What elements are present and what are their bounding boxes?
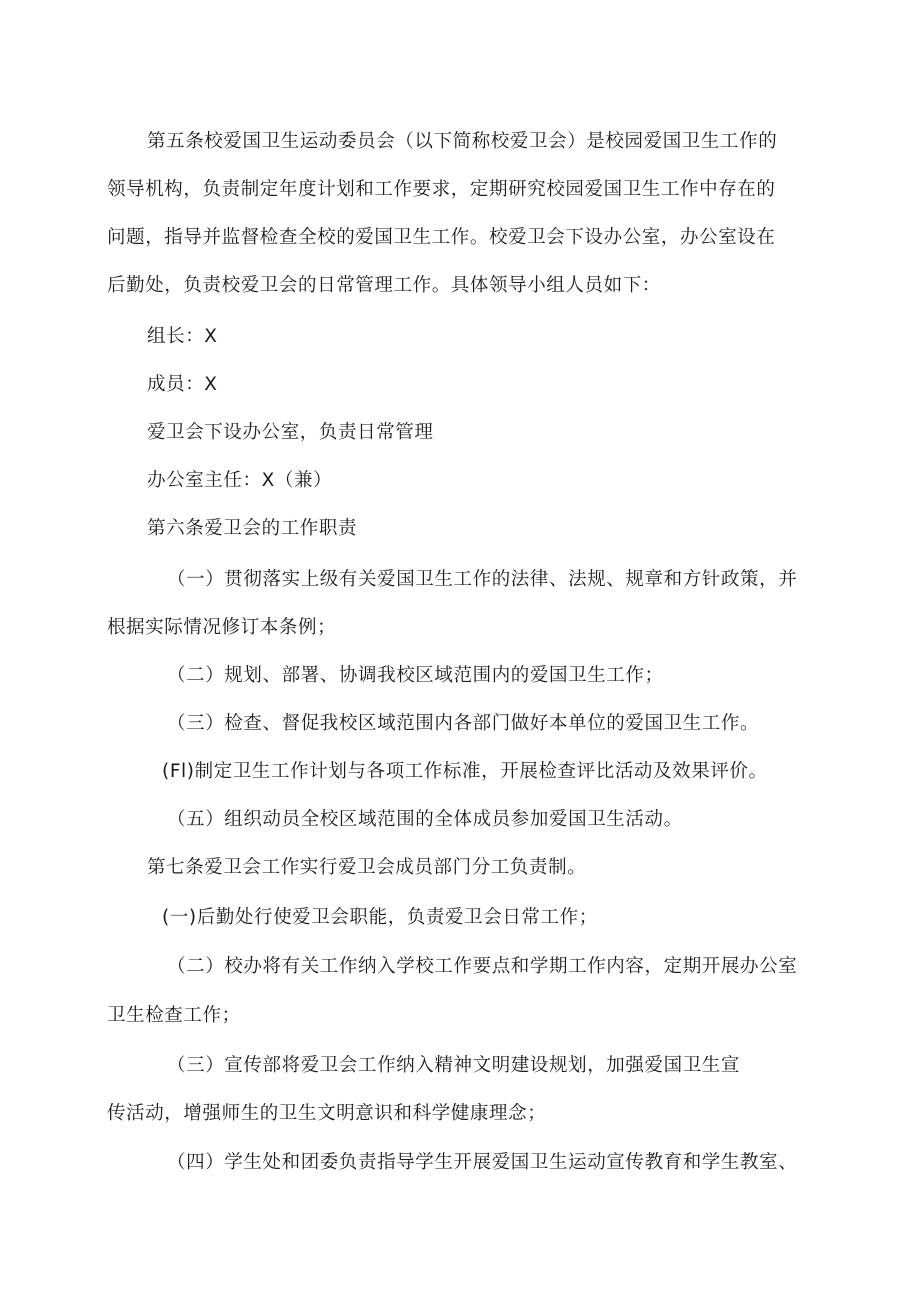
text-line: （一）贯彻落实上级有关爱国卫生工作的法律、法规、规章和方针政策，并 <box>167 569 798 590</box>
text-line: （四）学生处和团委负责指导学生开展爱国卫生运动宣传教育和学生教室、 <box>167 1152 798 1173</box>
text-line: 后勤处，负责校爱卫会的日常管理工作。具体领导小组人员如下： <box>107 275 661 296</box>
text-line: 组长：X <box>147 326 218 347</box>
text-line: 办公室主任：X（兼） <box>147 470 333 491</box>
text-line: 传活动，增强师生的卫生文明意识和科学健康理念； <box>107 1103 547 1124</box>
text-line: 卫生检查工作； <box>107 1005 241 1026</box>
text-line: （二）规划、部署、协调我校区域范围内的爱国卫生工作； <box>167 665 664 686</box>
text-line: (一)后勤处行使爱卫会职能，负责爱卫会日常工作； <box>162 907 598 928</box>
text-line: 根据实际情况修订本条例； <box>107 617 337 638</box>
text-line: 领导机构，负责制定年度计划和工作要求，定期研究校园爱国卫生工作中存在的 <box>107 179 776 200</box>
text-line: （三）检查、督促我校区域范围内各部门做好本单位的爱国卫生工作。 <box>167 713 760 734</box>
text-line: 第六条爱卫会的工作职责 <box>147 518 358 539</box>
text-line: 成员：X <box>147 374 218 395</box>
text-line: 第五条校爱国卫生运动委员会（以下简称校爱卫会）是校园爱国卫生工作的 <box>147 131 778 152</box>
text-line: （三）宣传部将爱卫会工作纳入精神文明建设规划，加强爱国卫生宣 <box>167 1055 741 1076</box>
text-line: 第七条爱卫会工作实行爱卫会成员部门分工负责制。 <box>147 857 587 878</box>
text-line: 问题，指导并监督检查全校的爱国卫生工作。校爱卫会下设办公室，办公室设在 <box>107 227 776 248</box>
text-line: 爱卫会下设办公室，负责日常管理 <box>147 422 434 443</box>
text-line: （五）组织动员全校区域范围的全体成员参加爱国卫生活动。 <box>167 809 683 830</box>
text-line: （二）校办将有关工作纳入学校工作要点和学期工作内容，定期开展办公室 <box>167 956 798 977</box>
text-line: (Fl)制定卫生工作计划与各项工作标准，开展检查评比活动及效果评价。 <box>162 761 768 782</box>
